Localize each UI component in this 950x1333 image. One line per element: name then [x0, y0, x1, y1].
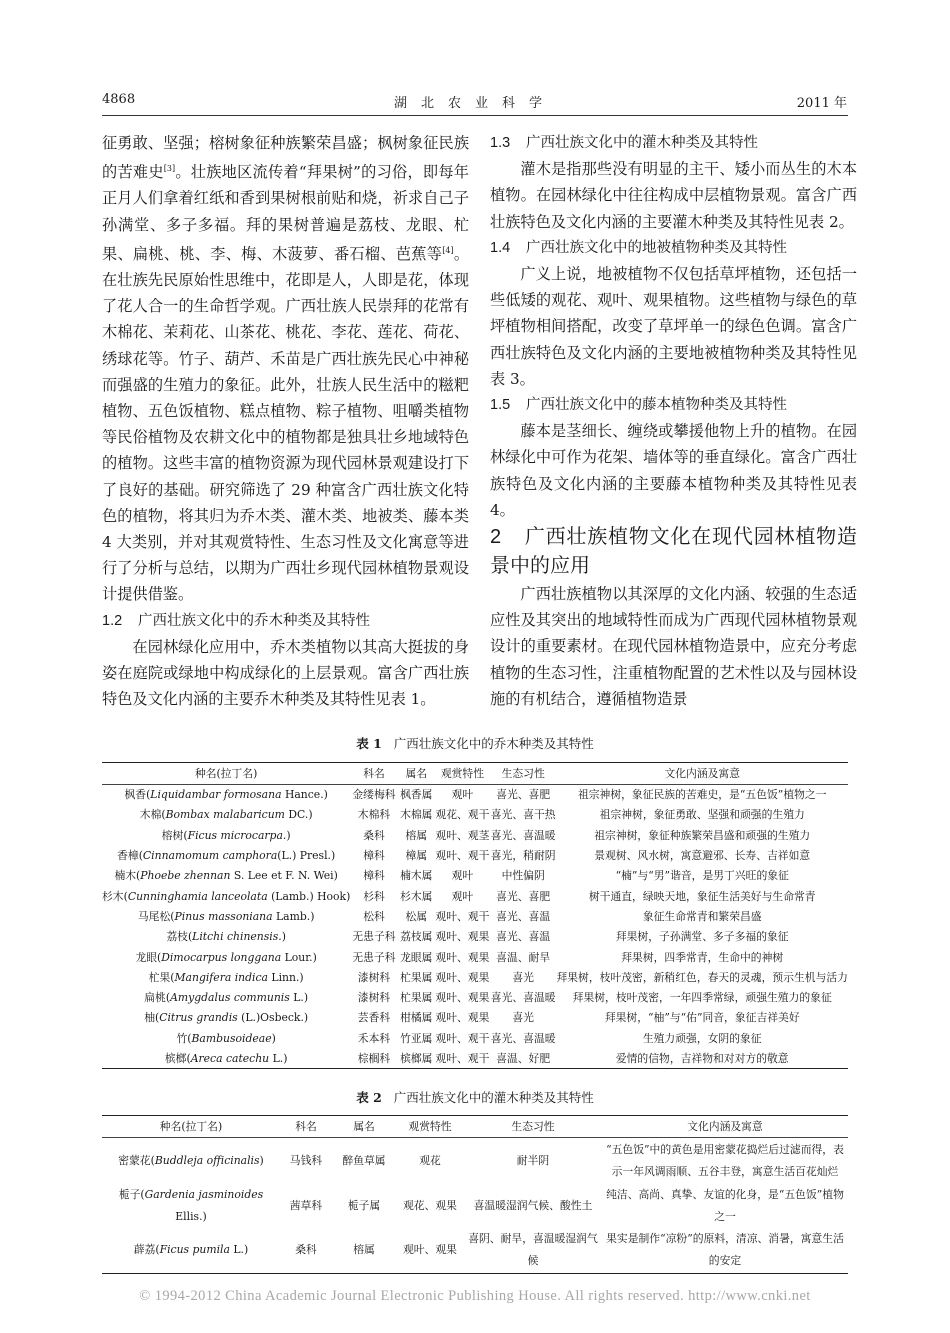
ornamental-cell: 观叶、观果	[435, 970, 490, 984]
section-body-1-3: 灌木是指那些没有明显的主干、矮小而丛生的木本植物。在园林绿化中往往构成中层植物景观。富含广西壮族特色及文化内涵的主要灌木种类及其特性见表 2。	[490, 160, 857, 231]
page-number: 4868	[102, 92, 136, 107]
section-body-1-4: 广义上说，地被植物不仅包括草坪植物，还包括一些低矮的观花、观叶、观果植物。这些植物与绿色的草坪植物相间搭配，改变了草坪单一的绿色色调。富含广西壮族特色及文化内涵的主要地被植物种类及其特性见表 3。	[490, 265, 857, 388]
species-author: L.	[229, 1243, 244, 1257]
ornamental-cell: 观叶、观干	[435, 909, 490, 923]
left-column	[102, 130, 469, 712]
family-cell: 禾本科	[357, 1031, 391, 1045]
ecology-cell: 喜光、喜温	[496, 930, 551, 944]
family-cell: 樟科	[363, 849, 385, 863]
family-cell: 桑科	[280, 1228, 332, 1274]
species-latin: Cinnamomum camphora	[142, 849, 278, 863]
table2	[102, 1115, 848, 1274]
genus-cell: 榕属	[332, 1228, 396, 1274]
species-cn: 薜荔	[133, 1243, 156, 1257]
section-title: 广西壮族文化中的藤本植物种类及其特性	[526, 397, 787, 414]
table1-caption	[0, 734, 950, 752]
table1-header-row	[102, 763, 848, 785]
table2-header-cell: 生态习性	[464, 1116, 602, 1138]
culture-cell: 果实是制作“凉粉”的原料，清凉、消暑，寓意生活的安定	[602, 1228, 848, 1274]
ecology-cell: 喜光	[512, 970, 534, 984]
species-author: L.	[289, 991, 304, 1005]
genus-cell: 木棉属	[400, 808, 433, 822]
species-cn: 栀子	[118, 1187, 141, 1201]
section-heading-1-4	[490, 235, 857, 261]
culture-cell: 景观树、风水树，寓意避邪、长寿、吉祥如意	[594, 849, 811, 863]
species-author: DC.	[284, 808, 309, 822]
species-author: (L.) Presl.	[277, 849, 331, 863]
species-cn: 榕树	[161, 828, 184, 842]
species-cn: 马尾松	[137, 909, 171, 923]
ecology-cell: 耐半阴	[516, 1153, 550, 1167]
family-cell: 漆树科	[357, 970, 391, 984]
section-body-2: 广西壮族植物以其深厚的文化内涵、较强的生态适应性及其突出的地域特性而成为广西现代园林植物景观设计的重要素材。在现代园林植物造景中，应充分考虑植物的生态习性，注重植物配置的艺术性以及与园林设施的有机结合，遵循植物造景	[490, 585, 857, 708]
right-column	[490, 130, 857, 712]
species-latin: Bombax malabaricum	[165, 808, 285, 822]
ornamental-cell: 观叶、观茎	[435, 828, 490, 842]
ecology-cell: 中性偏阴	[501, 869, 545, 883]
genus-cell: 荔枝属	[400, 930, 433, 944]
citation-ref: [4]	[442, 245, 454, 255]
species-cn: 柚	[144, 1011, 155, 1025]
table2-caption-label: 表 2	[356, 1090, 382, 1105]
ornamental-cell: 观叶	[451, 788, 474, 802]
species-cell: 马尾松(Pinus massoniana Lamb.)	[137, 909, 315, 923]
section-number: 1.3	[490, 135, 511, 151]
species-author: Lamb.	[272, 909, 311, 923]
table1-row	[102, 1048, 848, 1068]
table2-header-cell: 种名(拉丁名)	[102, 1116, 280, 1138]
species-latin: Areca catechu	[190, 1051, 270, 1065]
species-cell: 槟榔(Areca catechu L.)	[102, 1048, 350, 1068]
genus-cell: 龙眼属	[400, 950, 433, 964]
section-heading-1-5	[490, 392, 857, 418]
species-cn: 楠木	[114, 869, 137, 883]
species-latin: Liquidambar formosana	[150, 788, 282, 802]
species-latin: Dimocarpus longgana	[161, 950, 282, 964]
ornamental-cell: 观花、观果	[403, 1198, 457, 1212]
genus-cell: 栀子属	[347, 1198, 381, 1212]
species-cell: 木棉(Bombax malabaricum DC.)	[139, 808, 313, 822]
ecology-cell: 喜光、喜温暖	[490, 991, 556, 1005]
table1-row	[102, 927, 848, 947]
species-author: S. Lee et F. N. Wei	[230, 869, 334, 883]
species-author: (L.)Osbeck.	[237, 1011, 304, 1025]
family-cell: 芸香科	[357, 1011, 391, 1025]
ecology-cell: 喜光、喜干热	[490, 808, 556, 822]
table2-row	[102, 1138, 848, 1184]
ecology-cell: 喜温、耐旱	[496, 950, 551, 964]
species-latin: Bambusoideae	[191, 1031, 272, 1045]
intro-paragraph	[102, 130, 469, 608]
intro-text-2: 。壮族地区流传着“拜果树”的习俗，即每年正月人们拿着红纸和香到果树根前贴和烧，祈求自己子孙满堂、多子多福。拜的果树普遍是荔枝、龙眼、杧果、扁桃、桃、李、梅、木菠萝、番石榴、芭蕉等	[102, 163, 469, 263]
species-latin: Citrus grandis	[159, 1011, 238, 1025]
genus-cell: 松属	[405, 909, 428, 923]
ecology-cell: 喜温暖湿润气候、酸性土	[473, 1198, 593, 1212]
section-title: 广西壮族文化中的地被植物种类及其特性	[526, 239, 787, 256]
ornamental-cell: 观花	[419, 1153, 441, 1167]
species-latin: Pinus massoniana	[174, 909, 273, 923]
table2-row	[102, 1184, 848, 1228]
ecology-cell: 喜光、喜温暖	[490, 828, 556, 842]
species-cell: 楠木(Phoebe zhennan S. Lee et F. N. Wei)	[114, 869, 338, 883]
section-heading-1-2	[102, 608, 469, 634]
table1-row	[102, 1028, 848, 1048]
species-cn: 杧果	[148, 970, 171, 984]
species-cn: 槟榔	[164, 1051, 187, 1065]
ecology-cell: 喜光、喜温	[496, 909, 551, 923]
table1-header-cell: 属名	[398, 763, 435, 785]
species-cell: 竹(Bambusoideae)	[176, 1031, 276, 1045]
genus-cell: 竹亚属	[400, 1031, 433, 1045]
species-author: Ellis.	[175, 1209, 203, 1223]
table2-row	[102, 1228, 848, 1274]
genus-cell: 杧果属	[400, 970, 433, 984]
species-author: Lour.	[281, 950, 313, 964]
genus-cell: 醉鱼草属	[342, 1153, 386, 1167]
ecology-cell: 喜光、喜温暖	[490, 1031, 556, 1045]
table1-header-cell: 文化内涵及寓意	[556, 763, 848, 785]
family-cell: 茜草科	[289, 1198, 323, 1212]
genus-cell: 枫香属	[400, 788, 433, 802]
section-title: 广西壮族文化中的灌木种类及其特性	[526, 135, 758, 151]
culture-cell: 拜果树，枝叶茂密，一年四季常绿，顽强生殖力的象征	[572, 991, 832, 1005]
table2-body	[102, 1138, 848, 1274]
culture-cell: 象征生命常青和繁荣昌盛	[642, 909, 762, 923]
ecology-cell: 喜光	[512, 1011, 534, 1025]
section-heading-1-3	[490, 130, 857, 156]
copyright-footer: © 1994-2012 China Academic Journal Electronic Publishing House. All rights reserved. http://www.cnki.net	[139, 1288, 811, 1304]
species-latin: Ficus microcarpa.	[187, 828, 287, 842]
ecology-cell: 喜阴、耐旱，喜温暖湿润气候	[464, 1228, 602, 1274]
table1-row	[102, 866, 848, 886]
genus-cell: 榕属	[405, 828, 428, 842]
ecology-cell: 喜光，稍耐阴	[490, 849, 556, 863]
family-cell: 无患子科	[352, 930, 396, 944]
ecology-cell: 喜光、喜肥	[496, 788, 551, 802]
species-cn: 木棉	[139, 808, 162, 822]
family-cell: 棕榈科	[350, 1048, 397, 1068]
species-cn: 枫香	[124, 788, 147, 802]
section-number: 1.4	[490, 239, 511, 256]
table1-row	[102, 947, 848, 967]
culture-cell: 树干通直，绿映天地，象征生活美好与生命常青	[588, 889, 816, 903]
ornamental-cell: 观叶、观干	[435, 1048, 490, 1068]
species-cell: 密蒙花(Buddleja officinalis)	[118, 1153, 264, 1167]
species-latin: Amygdalus communis	[170, 991, 290, 1005]
table2-header-cell: 文化内涵及寓意	[602, 1116, 848, 1138]
family-cell: 马钱科	[289, 1153, 323, 1167]
family-cell: 桑科	[363, 828, 385, 842]
table2-header-row	[102, 1116, 848, 1138]
culture-cell: 爱情的信物，吉祥物和对对方的敬意	[556, 1048, 848, 1068]
section-body-1-5: 藤本是茎细长、缠绕或攀援他物上升的植物。在园林绿化中可作为花架、墙体等的垂直绿化。富含广西壮族特色及文化内涵的主要藤本植物种类及其特性见表 4。	[490, 422, 857, 519]
genus-cell: 楠木属	[400, 869, 433, 883]
species-latin: Phoebe zhennan	[140, 869, 231, 883]
genus-cell: 杧果属	[400, 991, 433, 1005]
table2-header-cell: 观赏特性	[396, 1116, 464, 1138]
species-cell: 荔枝(Litchi chinensis.)	[166, 930, 286, 944]
genus-cell: 槟榔属	[398, 1048, 435, 1068]
table2-header-cell: 属名	[332, 1116, 396, 1138]
table2-header-cell: 科名	[280, 1116, 332, 1138]
species-cell: 栀子(Gardenia jasminoides Ellis.)	[118, 1187, 264, 1223]
intro-text-3: 。在壮族先民原始性思维中，花即是人，人即是花，体现了花人合一的生命哲学观。广西壮族人民崇拜的花常有木棉花、茉莉花、山茶花、桃花、李花、莲花、荷花、绣球花等。竹子、葫芦、禾苗是广西壮族先民心中神秘而强盛的生殖力的象征。此外，壮族人民生活中的糍粑植物、五色饭植物、糕点植物、粽子植物、咀嚼类植物等民俗植物及农耕文化中的植物都是独具壮乡地域特色的植物。这些丰富的植物资源为现代园林景观建设打下了良好的基础。研究筛选了 29 种富含广西壮族文化特色的植物，将其归为乔木类、灌木类、地被类、藤本类 4 大类别，并对其观赏特性、生态习性及文化寓意等进行了分析与总结，以期为广西壮乡现代园林植物景观设计提供借鉴。	[102, 244, 470, 604]
family-cell: 松科	[363, 909, 385, 923]
species-cell: 龙眼(Dimocarpus longgana Lour.)	[135, 950, 317, 964]
species-cell: 薜荔(Ficus pumila L.)	[102, 1228, 280, 1274]
culture-cell: “楠”与“男”谐音，是男丁兴旺的象征	[615, 869, 789, 883]
family-cell: 无患子科	[352, 950, 396, 964]
table1-row	[102, 987, 848, 1007]
species-cell: 柚(Citrus grandis (L.)Osbeck.)	[144, 1011, 309, 1025]
table1-row	[102, 906, 848, 926]
culture-cell: 祖宗神树，象征民族的苦难史，是“五色饭”植物之一	[577, 788, 827, 802]
species-latin: Buddleja officinalis	[154, 1153, 260, 1167]
species-cn: 香樟	[117, 849, 139, 863]
ornamental-cell: 观叶、观果	[435, 930, 490, 944]
species-latin: Gardenia jasminoides	[144, 1187, 264, 1201]
intro-text-1: 征勇敢、坚强；榕树象征种族繁荣昌盛；枫树象征民族的苦难史	[102, 134, 469, 182]
table2-caption-text: 广西壮族文化中的灌木种类及其特性	[393, 1090, 594, 1105]
journal-year: 2011 年	[796, 96, 847, 111]
table2-caption	[0, 1088, 950, 1106]
species-cell: 榕树(Ficus microcarpa.)	[161, 828, 291, 842]
section-number: 2	[490, 526, 502, 549]
culture-cell: 拜果树，枝叶茂密，新稍红色，春天的灵魂，预示生机与活力	[556, 970, 848, 984]
table1-header-cell: 观赏特性	[435, 763, 490, 785]
culture-cell: 纯洁、高尚、真挚、友谊的化身，是“五色饭”植物之一	[606, 1187, 844, 1223]
section-body-1-2: 在园林绿化应用中，乔木类植物以其高大挺拔的身姿在庭院或绿地中构成绿化的上层景观。富含广西壮族特色及文化内涵的主要乔木种类及其特性见表 1。	[102, 637, 469, 709]
culture-cell: “五色饭”中的黄色是用密蒙花捣烂后过滤而得，表示一年风调雨顺、五谷丰登，寓意生活百花灿烂	[606, 1142, 844, 1178]
ornamental-cell: 观叶	[451, 869, 474, 883]
species-cell: 杧果(Mangifera indica Linn.)	[148, 970, 304, 984]
ornamental-cell: 观叶、观果	[435, 1011, 490, 1025]
ornamental-cell: 观叶、观果	[396, 1228, 464, 1274]
section-title: 广西壮族文化中的乔木种类及其特性	[138, 612, 370, 629]
ecology-cell: 喜温、好肥	[490, 1048, 557, 1068]
genus-cell: 杉木属	[400, 889, 433, 903]
table1-row	[102, 886, 848, 906]
culture-cell: 拜果树，子孙满堂、多子多福的象征	[615, 930, 789, 944]
table1-header-cell: 种名(拉丁名)	[102, 763, 350, 785]
species-cn: 密蒙花	[118, 1153, 151, 1167]
culture-cell: 拜果树，四季常青，生命中的神树	[621, 950, 784, 964]
family-cell: 杉科	[363, 889, 385, 903]
species-author: L.	[269, 1051, 284, 1065]
citation-ref: [3]	[163, 164, 176, 174]
ornamental-cell: 观叶	[451, 889, 474, 903]
species-cn: 荔枝	[166, 930, 188, 944]
table1-row	[102, 845, 848, 865]
family-cell: 木棉科	[357, 808, 391, 822]
section-title: 广西壮族植物文化在现代园林植物造景中的应用	[490, 526, 857, 578]
table1-row	[102, 1008, 848, 1028]
species-cell: 扁桃(Amygdalus communis L.)	[144, 991, 309, 1005]
family-cell: 金缕梅科	[352, 788, 396, 802]
species-latin: Ficus pumila	[159, 1243, 230, 1257]
culture-cell: 生殖力顽强，女阴的象征	[642, 1031, 762, 1045]
species-cn: 扁桃	[144, 991, 166, 1005]
species-latin: Cunninghamia lanceolata	[127, 889, 268, 903]
table1	[102, 762, 848, 1069]
table1-caption-text: 广西壮族文化中的乔木种类及其特性	[393, 736, 594, 751]
species-author: Linn.	[267, 970, 300, 984]
species-author: Hance.	[281, 788, 324, 802]
culture-cell: 祖宗神树，象征种族繁荣昌盛和顽强的生殖力	[594, 828, 811, 842]
species-cell: 枫香(Liquidambar formosana Hance.)	[124, 788, 328, 802]
genus-cell: 樟属	[405, 849, 428, 863]
table1-header-cell: 科名	[350, 763, 397, 785]
ornamental-cell: 观叶、观干	[435, 849, 490, 863]
ornamental-cell: 观叶、观果	[435, 991, 490, 1005]
species-cn: 杉木	[102, 889, 124, 903]
table1-row	[102, 967, 848, 987]
table1-caption-label: 表 1	[356, 736, 382, 751]
species-author: (Lamb.) Hook	[267, 889, 347, 903]
journal-title: 湖北农业科学	[393, 96, 556, 111]
species-cell: 香樟(Cinnamomum camphora(L.) Presl.)	[117, 849, 336, 863]
ornamental-cell: 观叶、观干	[435, 1031, 490, 1045]
ornamental-cell: 观叶、观果	[435, 950, 490, 964]
header-rule	[102, 115, 848, 116]
table1-row	[102, 785, 848, 805]
ecology-cell: 喜光、喜肥	[496, 889, 551, 903]
table1-header-cell: 生态习性	[490, 763, 557, 785]
family-cell: 漆树科	[357, 991, 391, 1005]
table1-row	[102, 825, 848, 845]
species-cell: 杉木(Cunninghamia lanceolata (Lamb.) Hook)	[102, 889, 351, 903]
section-number: 1.2	[102, 612, 123, 629]
culture-cell: 拜果树，“柚”与“佑”同音，象征吉祥美好	[604, 1011, 800, 1025]
culture-cell: 祖宗神树，象征勇敢、坚强和顽强的生殖力	[599, 808, 805, 822]
species-latin: Litchi chinensis.	[192, 930, 282, 944]
table1-row	[102, 805, 848, 825]
species-cn: 竹	[176, 1031, 188, 1045]
section-number: 1.5	[490, 397, 511, 414]
ornamental-cell: 观花、观干	[435, 808, 490, 822]
species-cn: 龙眼	[135, 950, 158, 964]
table1-body	[102, 785, 848, 1069]
species-latin: Mangifera indica	[174, 970, 268, 984]
family-cell: 樟科	[363, 869, 385, 883]
section-heading-2	[490, 523, 857, 581]
genus-cell: 柑橘属	[400, 1011, 433, 1025]
